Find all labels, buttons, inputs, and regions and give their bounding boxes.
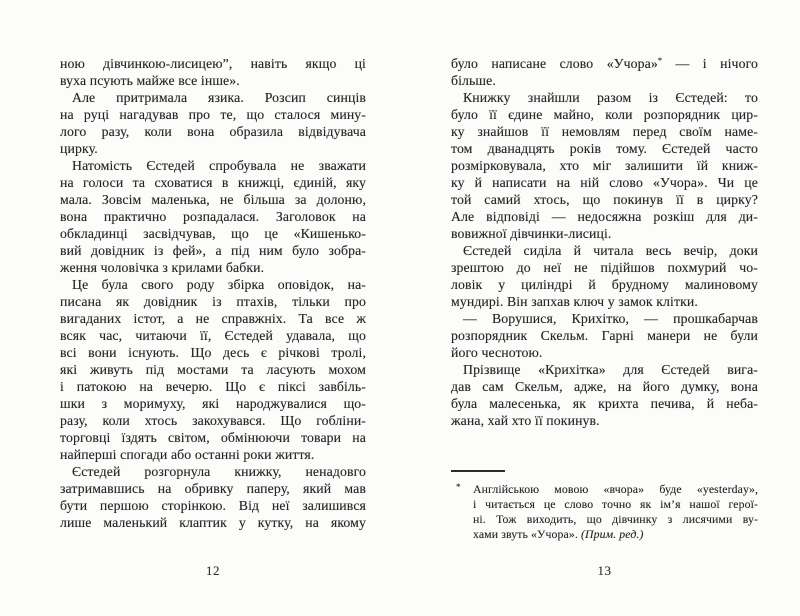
text-segment: разу, коли хтось закохувався. Що гобліни- xyxy=(60,413,366,428)
page-left-body xyxy=(60,55,366,531)
text-segment: вигаданих істот, а не справжніх. Та все ж xyxy=(60,311,366,326)
footnote-divider xyxy=(451,470,505,472)
text-line xyxy=(60,480,366,497)
text-segment: — і нічого xyxy=(662,56,758,71)
text-line xyxy=(451,55,758,72)
text-segment: ною дівчинкою-лисицею”, навіть якщо ці xyxy=(60,56,366,71)
text-line xyxy=(60,55,366,72)
text-line xyxy=(60,157,366,174)
text-line xyxy=(60,89,366,106)
text-segment: бути першою сторінкою. Від неї залишився xyxy=(60,498,366,513)
text-segment: найперші спогади або останні роки життя. xyxy=(60,447,315,462)
text-segment: і читається це слово точно як ім’я нашої герої- xyxy=(473,497,758,511)
text-line xyxy=(456,482,758,497)
text-line xyxy=(451,378,758,395)
footnote-marker: * xyxy=(456,482,461,492)
text-line xyxy=(60,293,366,310)
text-line xyxy=(451,89,758,106)
text-segment: Єстедей розгорнула книжку, ненадовго xyxy=(72,464,366,479)
editor-note-italic: (Прим. ред.) xyxy=(580,527,644,541)
text-segment: його чеснотою. xyxy=(451,345,543,360)
text-line xyxy=(60,378,366,395)
text-segment: розпорядник Скельм. Гарні манери не були xyxy=(451,328,758,343)
text-segment: жана, хай хто її покинув. xyxy=(451,413,600,428)
text-segment: лого разу, коли вона образила відвідувача xyxy=(60,124,366,139)
text-segment: було її єдине майно, коли розпорядник цир- xyxy=(451,107,758,122)
text-segment: вовижної дівчинки-лисиці. xyxy=(451,226,612,241)
text-segment: було написане слово «Учора» xyxy=(451,56,658,71)
text-line xyxy=(60,463,366,480)
page-number-left: 12 xyxy=(206,563,220,578)
text-segment: всі вони існують. Що десь є річкові тролі, xyxy=(60,345,366,360)
text-line xyxy=(451,123,758,140)
text-segment: була малесенька, як крихта печива, й неба- xyxy=(451,396,758,411)
text-line xyxy=(451,310,758,327)
text-line xyxy=(451,208,758,225)
text-segment: Англійською мовою «вчора» буде «yesterday», xyxy=(473,482,758,496)
text-segment: розмірковувала, хто міг залишити їй книж- xyxy=(451,158,758,173)
text-line xyxy=(60,310,366,327)
text-line xyxy=(451,259,758,276)
text-segment: мала. Зовсім маленька, не більша за долоню, xyxy=(60,192,366,207)
text-segment: дав сам Скельм, адже, на його думку, вона xyxy=(451,379,758,394)
text-segment: Але притримала язика. Розсип синців xyxy=(72,90,366,105)
text-line xyxy=(60,429,366,446)
text-segment: всяк час, читаючи її, Єстедей удавала, що xyxy=(60,328,366,343)
text-line xyxy=(451,191,758,208)
text-line xyxy=(451,106,758,123)
text-line xyxy=(451,225,758,242)
text-line xyxy=(451,140,758,157)
text-line xyxy=(60,72,366,89)
text-line xyxy=(60,259,366,276)
text-segment: цирку. xyxy=(60,141,98,156)
text-line xyxy=(60,344,366,361)
text-line xyxy=(60,327,366,344)
text-line xyxy=(451,174,758,191)
text-segment: Прізвище «Крихітка» для Єстедей вига- xyxy=(463,362,758,377)
text-segment: на руці нагадував про те, що сталося мину- xyxy=(60,107,366,122)
text-segment: той самий хтось, що покинув її в цирку? xyxy=(451,192,758,207)
page-right-body xyxy=(451,55,758,429)
text-segment: ловік у циліндрі й брудному малиновому xyxy=(451,277,758,292)
page-number-right: 13 xyxy=(597,563,612,578)
text-segment: торговці їздять світом, обмінюючи товари на xyxy=(60,430,366,445)
text-line xyxy=(451,361,758,378)
text-segment: Книжку знайшли разом із Єстедей: то xyxy=(463,90,758,105)
text-line xyxy=(451,276,758,293)
text-segment: Це була свого роду збірка оповідок, на- xyxy=(72,277,366,292)
text-segment: на голоси та сховатися в книжці, єдиній, яку xyxy=(60,175,366,190)
text-line xyxy=(451,293,758,310)
text-line xyxy=(451,412,758,429)
text-line xyxy=(60,208,366,225)
text-segment: писана як довідник із птахів, тільки про xyxy=(60,294,366,309)
footnote-block xyxy=(456,482,758,542)
text-line xyxy=(60,446,366,463)
text-line xyxy=(451,327,758,344)
text-line xyxy=(473,497,758,512)
text-line xyxy=(60,140,366,157)
text-line xyxy=(60,514,366,531)
text-segment: ні. Тож виходить, що дівчинку з лисячими ву- xyxy=(473,512,758,526)
text-segment: вуха псують майже все інше». xyxy=(60,73,240,88)
text-segment: — Ворушися, Крихітко, — прошкабарчав xyxy=(463,311,758,326)
text-segment: які живуть під мостами та ласують мохом xyxy=(60,362,366,377)
text-segment: ку й написати на ній слово «Учора». Чи це xyxy=(451,175,758,190)
text-line xyxy=(60,412,366,429)
text-segment: ку знайшов її немовлям перед своїм наме- xyxy=(451,124,758,139)
text-line xyxy=(60,225,366,242)
text-line xyxy=(451,395,758,412)
text-line xyxy=(451,242,758,259)
text-line xyxy=(473,527,758,542)
text-segment: вона практично розпадалася. Заголовок на xyxy=(60,209,366,224)
text-segment: і патокою на вечерю. Що є піксі завбіль- xyxy=(60,379,366,394)
text-segment: Єстедей сиділа й читала весь вечір, доки xyxy=(463,243,758,258)
text-line xyxy=(451,344,758,361)
text-line xyxy=(451,72,758,89)
text-segment: хами звуть «Учора». xyxy=(473,527,581,541)
text-segment: затримавшись на обривку паперу, який мав xyxy=(60,481,366,496)
text-segment: лише маленький клаптик у кутку, на якому xyxy=(60,515,366,530)
text-line xyxy=(60,242,366,259)
text-segment: ження чоловічка з крилами бабки. xyxy=(60,260,265,275)
text-segment: Натомість Єстедей спробувала не зважати xyxy=(72,158,366,173)
text-segment: вий довідник із фей», а під ним було зобра- xyxy=(60,243,366,258)
text-line xyxy=(60,174,366,191)
text-segment: шки з моримуху, які народжувалися що- xyxy=(60,396,366,411)
text-line xyxy=(60,497,366,514)
text-line xyxy=(60,361,366,378)
text-segment: зрештою до неї не підійшов похмурий чо- xyxy=(451,260,758,275)
text-segment: мундирі. Він запхав ключ у замок клітки. xyxy=(451,294,698,309)
text-segment: Але відповіді — недосяжна розкіш для ди- xyxy=(451,209,758,224)
text-segment: більше. xyxy=(451,73,496,88)
text-line xyxy=(60,106,366,123)
text-segment: обкладинці засвідчував, що це «Кишенько- xyxy=(60,226,366,241)
text-line xyxy=(60,276,366,293)
text-line xyxy=(60,123,366,140)
footnote-marker: * xyxy=(657,55,663,65)
text-segment: том дванадцять років тому. Єстедей часто xyxy=(451,141,758,156)
page-right xyxy=(451,55,758,542)
text-line xyxy=(60,191,366,208)
text-line xyxy=(473,512,758,527)
text-line xyxy=(60,395,366,412)
text-line xyxy=(451,157,758,174)
